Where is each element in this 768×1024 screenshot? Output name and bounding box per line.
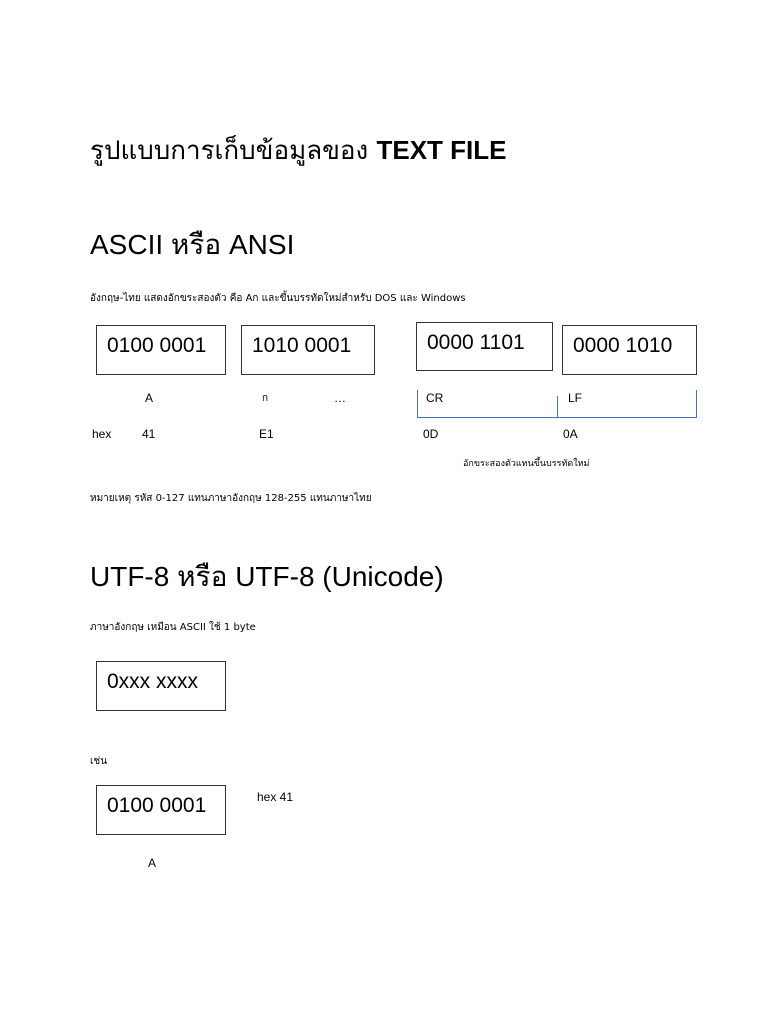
utf8-example-box: 0100 0001 [96, 785, 226, 835]
ascii-byte-box-4: 0000 1010 [562, 325, 697, 375]
utf8-description: ภาษาอังกฤษ เหมือน ASCII ใช้ 1 byte [90, 622, 256, 633]
utf8-pattern-box: 0xxx xxxx [96, 661, 226, 711]
page-title [90, 137, 506, 164]
utf8-example-hex: hex 41 [257, 790, 294, 804]
utf8-example-char: A [148, 856, 157, 870]
newline-caption: อักขระสองตัวแทนขึ้นบรรทัดใหม่ [463, 459, 590, 469]
bracket-middle [557, 396, 558, 418]
bracket-bottom [417, 417, 697, 418]
hex-value-3: 0D [423, 427, 439, 441]
page-title-bold: TEXT FILE [376, 135, 507, 165]
hex-label: hex [92, 427, 112, 441]
char-label-cr: CR [426, 391, 444, 405]
char-label-ellipsis: … [334, 391, 346, 405]
page-title-thai: รูปแบบการเก็บข้อมูลของ [90, 136, 369, 166]
bracket-left [417, 390, 418, 418]
char-label-a: A [145, 391, 154, 405]
example-label: เช่น [90, 756, 108, 767]
ascii-note: หมายเหตุ รหัส 0-127 แทนภาษาอังกฤษ 128-255 แทนภาษาไทย [90, 493, 372, 504]
utf8-heading: UTF-8 หรือ UTF-8 (Unicode) [90, 561, 444, 592]
hex-value-4: 0A [563, 427, 578, 441]
hex-value-1: 41 [142, 427, 156, 441]
char-label-lf: LF [568, 391, 583, 405]
ascii-byte-box-3: 0000 1101 [416, 322, 553, 371]
ascii-byte-box-1: 0100 0001 [96, 325, 226, 375]
ascii-heading: ASCII หรือ ANSI [90, 229, 295, 260]
ascii-description: อังกฤษ-ไทย แสดงอักขระสองตัว คือ Aก และขึ้นบรรทัดใหม่สำหรับ DOS และ Windows [90, 293, 466, 304]
hex-value-2: E1 [259, 427, 274, 441]
bracket-right [696, 390, 697, 418]
ascii-byte-box-2: 1010 0001 [241, 325, 375, 375]
char-label-thai: ก [262, 393, 269, 404]
